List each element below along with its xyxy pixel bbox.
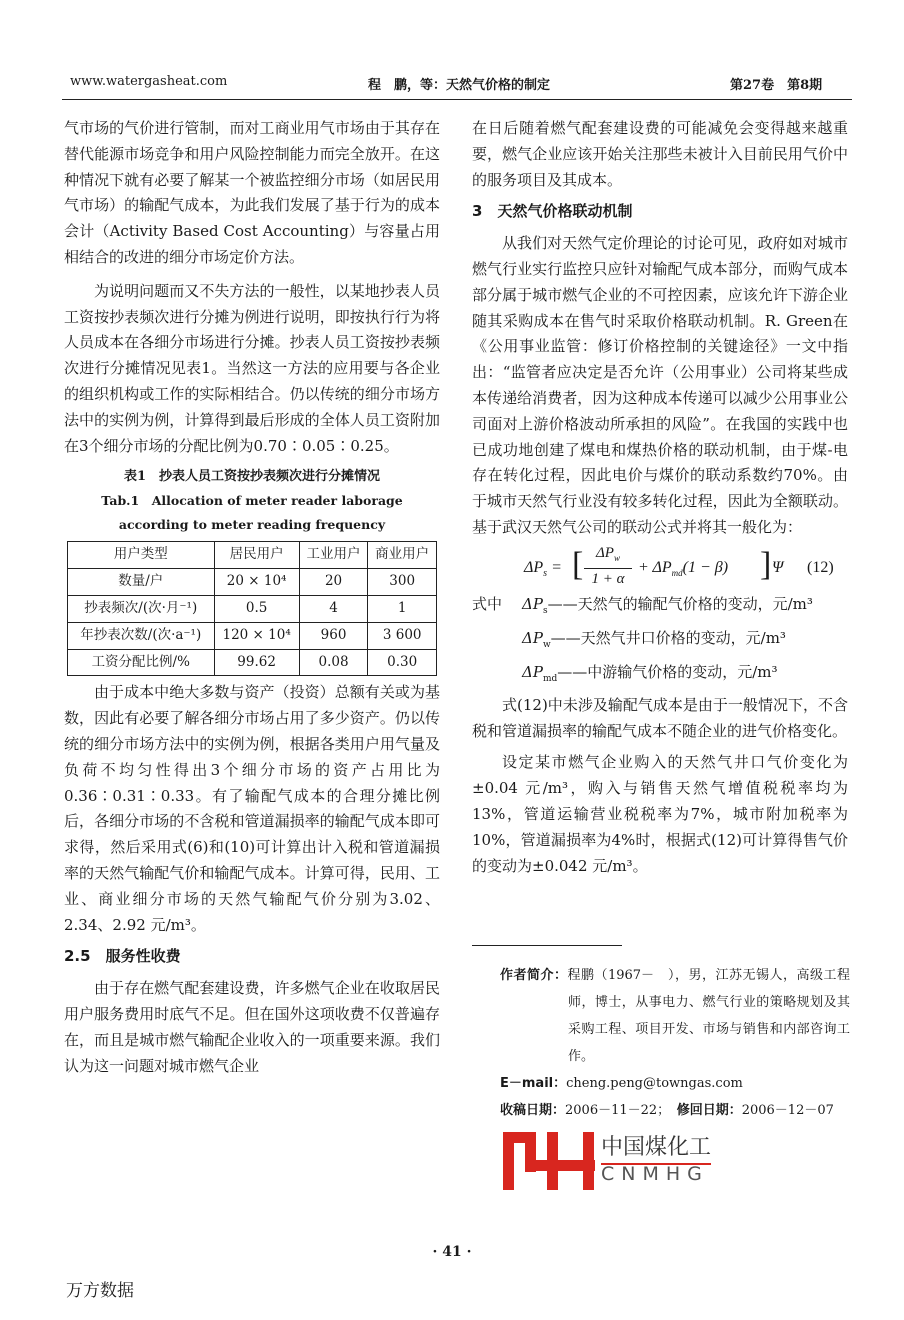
- page-number: · 41 ·: [432, 1244, 472, 1260]
- symbol-sub: s: [542, 605, 548, 616]
- table-cell: 20: [299, 569, 368, 596]
- paragraph: 设定某市燃气企业购入的天然气井口气价变化为±0.04 元/m³，购入与销售天然气增值税税率均为13%，管道运输营业税税率为7%，城市附加税率为10%，管道漏损率为4%时，根据式(12)可计算得售气价的变动为±0.042 元/m³。: [472, 753, 848, 875]
- definition-text: ——中游输气价格的变动，元/m³: [557, 662, 778, 681]
- definition-text: ——天然气井口价格的变动，元/m³: [550, 628, 786, 647]
- equation-12: $\Delta P_s$ = [ $\Delta P_w$ 1 + α + $\Delta P_{md}(1 - \beta)$ ] Ψ (12): [524, 544, 834, 587]
- header-rule: [62, 99, 852, 100]
- table-cell: 1: [368, 595, 437, 622]
- symbol: ΔP: [522, 594, 543, 613]
- table-cell: 99.62: [214, 649, 299, 676]
- table-caption-en: Tab.1 Allocation of meter reader laborage according to meter reading frequency: [101, 493, 403, 533]
- definition-item: [522, 591, 848, 625]
- formula-numerator: ΔP: [596, 544, 614, 561]
- logo-text-en: CNMHG: [601, 1163, 709, 1185]
- footnote-rule: [472, 945, 622, 946]
- revised-label: 修回日期：: [676, 1103, 742, 1118]
- table-header-row: [68, 542, 437, 569]
- email-link[interactable]: cheng.peng@towngas.com: [566, 1076, 743, 1091]
- table-cell: 工资分配比例/%: [68, 649, 215, 676]
- table-cell: 120 × 10⁴: [214, 622, 299, 649]
- header-issue: 第27卷 第8期: [730, 78, 823, 93]
- table-row: [68, 569, 437, 596]
- table-row: [68, 622, 437, 649]
- definition-text: ——天然气的输配气价格的变动，元/m³: [547, 594, 813, 613]
- right-column: [472, 116, 848, 879]
- allocation-table: [67, 541, 437, 676]
- section-heading-2-5: 2.5 服务性收费: [64, 947, 181, 966]
- where-label: 式中: [472, 594, 503, 613]
- mh-logo-mark-icon: [503, 1130, 595, 1190]
- paragraph: 为说明问题而又不失方法的一般性，以某地抄表人员工资按抄表频次进行分摊为例进行说明，即按执行行为将人员成本在各细分市场进行分摊。抄表人员工资按抄表频次进行分摊情况见表1。当然这一方法的应用要与各企业的组织机构或工作的实际相结合。仍以传统的细分市场方法中的实例为例，计算得到最后形成的全体人员工资附加在3个细分市场的分配比例为0.70∶0.05∶0.25。: [64, 281, 440, 455]
- author-bio: [500, 962, 850, 1124]
- watermark-text: 万方数据: [66, 1281, 134, 1301]
- paragraph: 式(12)中未涉及输配气成本是由于一般情况下，不含税和管道漏损率的输配气成本不随企业的进气价格变化。: [472, 695, 848, 740]
- table-cell: 960: [299, 622, 368, 649]
- paragraph: 由于成本中绝大多数与资产（投资）总额有关或为基数，因此有必要了解各细分市场占用了多少资产。仍以传统的细分市场方法中的实例为例，根据各类用户用气量及负荷不均匀性得出3个细分市场的资产占用比为0.36∶0.31∶0.33。有了输配气成本的合理分摊比例后，各细分市场的不含税和管道漏损率的输配气成本即可求得，然后采用式(6)和(10)可计算出计入税和管道漏损率的天然气输配气价和输配气成本。计算可得，民用、工业、商业细分市场的天然气输配气价分别为3.02、2.34、2.92 元/m³。: [64, 683, 440, 934]
- formula-sub: w: [613, 552, 620, 563]
- table-cell: 数量/户: [68, 569, 215, 596]
- table-row: [68, 649, 437, 676]
- definition-item: [522, 659, 848, 693]
- logo-text-cn: 中国煤化工: [601, 1130, 711, 1165]
- paragraph: 在日后随着燃气配套建设费的可能减免会变得越来越重要，燃气企业应该开始关注那些未被计入目前民用气价中的服务项目及其成本。: [472, 119, 848, 189]
- formula-sub: s: [543, 567, 548, 579]
- table-cell: 20 × 10⁴: [214, 569, 299, 596]
- table-cell: 0.08: [299, 649, 368, 676]
- section-heading-3: 3 天然气价格联动机制: [472, 202, 633, 221]
- table-header-cell: 用户类型: [68, 542, 215, 569]
- table-cell: 抄表频次/(次·月⁻¹): [68, 595, 215, 622]
- formula-psi: Ψ: [772, 558, 784, 576]
- received-date: 2006－11－22；: [565, 1103, 664, 1118]
- table-cell: 300: [368, 569, 437, 596]
- revised-date: 2006－12－07: [741, 1103, 834, 1118]
- definition-item: [522, 625, 848, 659]
- table-row: [68, 595, 437, 622]
- formula-denominator: 1 + α: [591, 570, 625, 587]
- symbol: ΔP: [522, 628, 543, 647]
- table-cell: 3 600: [368, 622, 437, 649]
- formula-sub: md: [671, 567, 683, 578]
- cnmhg-logo: [503, 1130, 723, 1190]
- bio-label: 作者简介：: [500, 968, 568, 983]
- paragraph: 由于存在燃气配套建设费，许多燃气企业在收取居民用户服务费用时底气不足。但在国外这项收费不仅普遍存在，而且是城市燃气输配企业收入的一项重要来源。我们认为这一问题对城市燃气企业: [64, 979, 440, 1075]
- symbol-sub: md: [542, 673, 558, 684]
- received-label: 收稿日期：: [500, 1103, 566, 1118]
- formula-term: + ΔP: [638, 558, 672, 576]
- formula-term: (1 − β): [682, 558, 729, 576]
- paragraph: 气市场的气价进行管制，而对工商业用气市场由于其存在替代能源市场竞争和用户风险控制能力而完全放开。在这种情况下就有必要了解某一个被监控细分市场（如居民用气市场）的输配气成本，为此我们发展了基于行为的成本会计（Activity Based Cost Accounting）与容量占用相结合的改进的细分市场定价方法。: [64, 119, 440, 266]
- table-1: [64, 465, 440, 676]
- equation-number: (12): [807, 558, 834, 576]
- symbol-sub: w: [542, 639, 551, 650]
- table-cell: 0.5: [214, 595, 299, 622]
- table-caption-cn: 表1 抄表人员工资按抄表频次进行分摊情况: [123, 469, 381, 485]
- table-cell: 年抄表次数/(次·a⁻¹): [68, 622, 215, 649]
- formula-lhs: ΔP: [524, 558, 544, 576]
- symbol: ΔP: [522, 662, 543, 681]
- table-header-cell: 居民用户: [214, 542, 299, 569]
- paragraph: 从我们对天然气定价理论的讨论可见，政府如对城市燃气行业实行监控只应针对输配气成本部分，而购气成本部分属于城市燃气企业的不可控因素，应该允许下游企业随其采购成本在售气时采取价格联动机制。R. Green在《公用事业监管：修订价格控制的关键途径》一文中指出：“监管者应决定是否允许（公用事业）公司将某些成本传递给消费者，因为这种成本传递可以减少公用事业公司面对上游价格波动所承担的风险”。在我国的实践中也已成功地创建了煤电和煤热价格的联动机制，由于煤-电存在转化过程，因此电价与煤价的联动系数约70%。由于城市天然气行业没有较多转化过程，因此为全额联动。基于武汉天然气公司的联动公式并将其一般化为：: [472, 234, 848, 536]
- table-cell: 0.30: [368, 649, 437, 676]
- symbol-definitions: [472, 591, 848, 693]
- left-column: [64, 116, 440, 1079]
- header-website: www.watergasheat.com: [70, 74, 228, 89]
- table-cell: 4: [299, 595, 368, 622]
- email-label: E－mail：: [500, 1076, 567, 1091]
- header-title: 程 鹏，等：天然气价格的制定: [368, 78, 551, 93]
- table-header-cell: 商业用户: [368, 542, 437, 569]
- table-header-cell: 工业用户: [299, 542, 368, 569]
- bio-text: 程鹏（1967－ ），男，江苏无锡人，高级工程师，博士，从事电力、燃气行业的策略规划及其采购工程、项目开发、市场与销售和内部咨询工作。: [567, 968, 850, 1064]
